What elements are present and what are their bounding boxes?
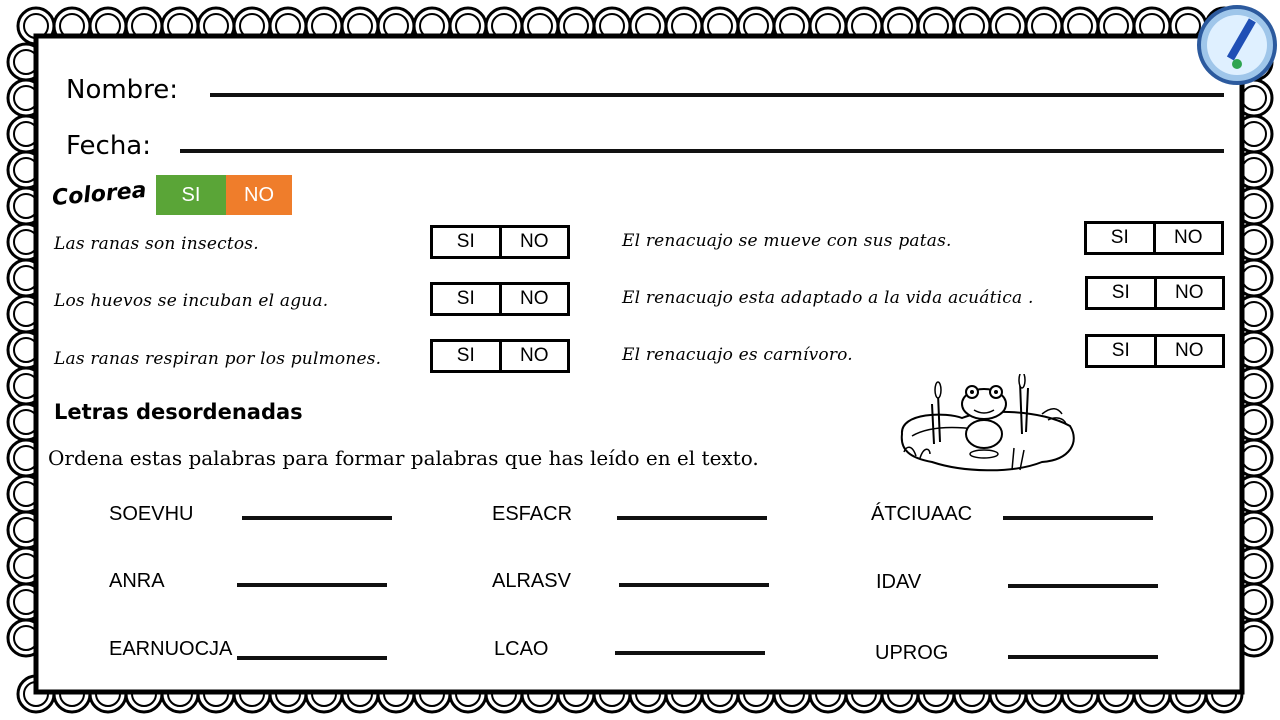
scrambled-word: IDAV xyxy=(876,571,922,593)
no-option[interactable]: NO xyxy=(520,231,549,252)
name-label: Nombre: xyxy=(66,75,179,105)
answer-box[interactable] xyxy=(430,225,570,259)
question-text: Los huevos se incuban el agua. xyxy=(54,291,329,311)
answer-box[interactable] xyxy=(1085,334,1225,368)
date-line[interactable] xyxy=(180,149,1224,153)
answer-box[interactable] xyxy=(430,339,570,373)
answer-line[interactable] xyxy=(237,583,387,587)
yes-option[interactable]: SI xyxy=(433,285,502,313)
answer-line[interactable] xyxy=(619,583,769,587)
question-text: El renacuajo es carnívoro. xyxy=(622,345,853,365)
answer-box[interactable] xyxy=(430,282,570,316)
no-option[interactable]: NO xyxy=(520,288,549,309)
yes-option[interactable]: SI xyxy=(1087,224,1156,252)
answer-line[interactable] xyxy=(1008,584,1158,588)
answer-line[interactable] xyxy=(1008,655,1158,659)
legend-yes: SI xyxy=(156,175,226,215)
scrambled-word: ALRASV xyxy=(492,570,571,592)
legend-no: NO xyxy=(226,175,292,215)
section-title: Letras desordenadas xyxy=(54,400,303,424)
answer-line[interactable] xyxy=(617,516,767,520)
scrambled-word: LCAO xyxy=(494,638,549,660)
answer-line[interactable] xyxy=(242,516,392,520)
question-text: El renacuajo se mueve con sus patas. xyxy=(622,231,952,251)
yes-option[interactable]: SI xyxy=(1088,337,1157,365)
name-line[interactable] xyxy=(210,93,1224,97)
scrambled-word: ESFACR xyxy=(492,503,573,525)
scrambled-word: EARNUOCJA xyxy=(109,638,233,660)
question-text: El renacuajo esta adaptado a la vida acuática . xyxy=(622,288,1034,308)
instruction-text: Ordena estas palabras para formar palabras que has leído en el texto. xyxy=(48,446,759,470)
legend-title: Colorea xyxy=(51,177,148,212)
yes-option[interactable]: SI xyxy=(1088,279,1157,307)
frog-pond-illustration xyxy=(892,374,1082,484)
date-label: Fecha: xyxy=(66,131,151,161)
answer-line[interactable] xyxy=(237,656,387,660)
question-text: Las ranas respiran por los pulmones. xyxy=(54,349,382,369)
scrambled-word: ANRA xyxy=(109,570,165,592)
scrambled-word: SOEVHU xyxy=(109,503,194,525)
publisher-logo-icon xyxy=(1196,4,1278,86)
answer-line[interactable] xyxy=(1003,516,1153,520)
answer-box[interactable] xyxy=(1084,221,1224,255)
yes-option[interactable]: SI xyxy=(433,342,502,370)
question-text: Las ranas son insectos. xyxy=(54,234,259,254)
answer-line[interactable] xyxy=(615,651,765,655)
scrambled-word: UPROG xyxy=(875,642,949,664)
color-legend xyxy=(156,175,292,215)
scrambled-word: ÁTCIUAAC xyxy=(871,503,973,525)
no-option[interactable]: NO xyxy=(1175,340,1204,361)
yes-option[interactable]: SI xyxy=(433,228,502,256)
no-option[interactable]: NO xyxy=(520,345,549,366)
answer-box[interactable] xyxy=(1085,276,1225,310)
no-option[interactable]: NO xyxy=(1174,227,1203,248)
no-option[interactable]: NO xyxy=(1175,282,1204,303)
